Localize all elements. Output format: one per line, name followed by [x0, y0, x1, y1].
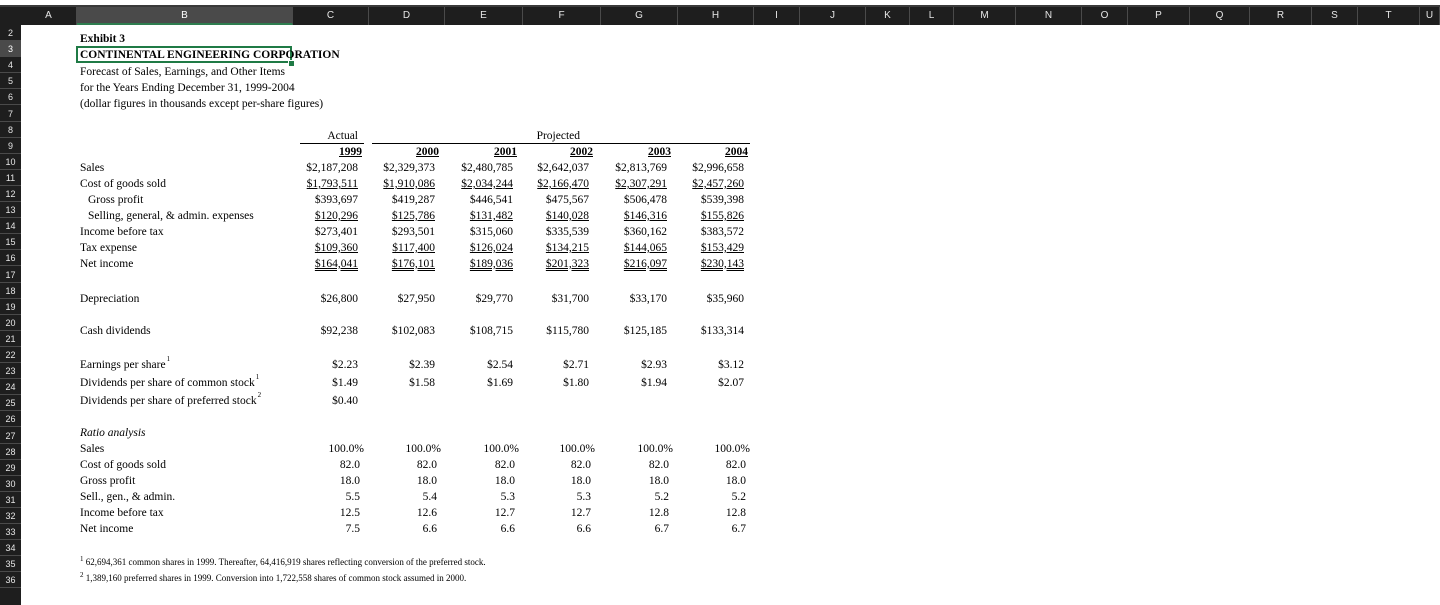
table-cell[interactable]: $2,813,769: [615, 162, 667, 174]
column-header-bar: [0, 7, 1440, 25]
row-header-6[interactable]: 6: [0, 89, 21, 105]
table-cell[interactable]: $273,401: [314, 226, 358, 238]
column-header-G[interactable]: G: [601, 7, 678, 25]
table-cell[interactable]: $315,060: [469, 226, 513, 238]
row-header-29[interactable]: 29: [0, 460, 21, 476]
table-cell[interactable]: 7.5: [345, 523, 360, 535]
table-cell[interactable]: $2.54: [487, 359, 513, 371]
row-header-27[interactable]: 27: [0, 428, 21, 444]
table-cell[interactable]: $2.23: [332, 359, 358, 371]
ratio-label[interactable]: Sell., gen., & admin.: [80, 491, 176, 503]
table-cell[interactable]: $3.12: [718, 359, 744, 371]
row-header-24[interactable]: 24: [0, 379, 21, 395]
table-cell[interactable]: 12.6: [416, 507, 437, 519]
pershare-label[interactable]: Earnings per share: [80, 359, 166, 371]
table-cell[interactable]: 82.0: [416, 459, 437, 471]
table-cell[interactable]: 5.2: [654, 491, 669, 503]
column-header-S[interactable]: S: [1312, 7, 1358, 25]
column-header-C[interactable]: C: [293, 7, 369, 25]
row-header-16[interactable]: 16: [0, 250, 21, 266]
column-header-N[interactable]: N: [1016, 7, 1082, 25]
row-header-8[interactable]: 8: [0, 122, 21, 138]
column-header-R[interactable]: R: [1250, 7, 1312, 25]
table-cell[interactable]: $2,642,037: [537, 162, 589, 174]
table-cell[interactable]: 5.3: [500, 491, 515, 503]
row-header-11[interactable]: 11: [0, 170, 21, 186]
table-cell[interactable]: 100.0%: [483, 443, 519, 455]
table-cell[interactable]: 18.0: [339, 475, 360, 487]
column-header-D[interactable]: D: [369, 7, 445, 25]
table-cell[interactable]: $120,296: [314, 210, 358, 222]
table-cell[interactable]: $189,036: [469, 258, 513, 270]
table-cell[interactable]: $33,170: [629, 293, 667, 305]
year-header-1999[interactable]: 1999: [339, 146, 362, 158]
table-cell[interactable]: 18.0: [725, 475, 746, 487]
table-cell[interactable]: 82.0: [725, 459, 746, 471]
row-header-3[interactable]: 3: [0, 41, 21, 57]
table-cell[interactable]: $2.39: [409, 359, 435, 371]
pershare-label[interactable]: Dividends per share of preferred stock: [80, 395, 257, 407]
column-header-Q[interactable]: Q: [1190, 7, 1250, 25]
table-cell[interactable]: $126,024: [469, 242, 513, 254]
row-label[interactable]: Tax expense: [80, 242, 137, 254]
table-cell[interactable]: $29,770: [475, 293, 513, 305]
table-cell[interactable]: $27,950: [397, 293, 435, 305]
row-header-35[interactable]: 35: [0, 556, 21, 572]
row-header-20[interactable]: 20: [0, 315, 21, 331]
table-cell[interactable]: 6.7: [731, 523, 746, 535]
row-header-bar: [0, 25, 21, 605]
footnote-mark: 2: [80, 571, 84, 579]
ratio-label[interactable]: Net income: [80, 523, 134, 535]
table-cell[interactable]: $1.49: [332, 377, 358, 389]
table-cell[interactable]: $92,238: [320, 325, 358, 337]
table-cell[interactable]: 82.0: [648, 459, 669, 471]
column-header-J[interactable]: J: [800, 7, 866, 25]
pershare-label[interactable]: Dividends per share of common stock: [80, 377, 255, 389]
table-cell[interactable]: 18.0: [416, 475, 437, 487]
table-cell[interactable]: 100.0%: [405, 443, 441, 455]
table-cell[interactable]: 6.6: [500, 523, 515, 535]
ratio-label[interactable]: Cost of goods sold: [80, 459, 166, 471]
row-header-26[interactable]: 26: [0, 411, 21, 427]
table-cell[interactable]: $134,215: [545, 242, 589, 254]
table-cell[interactable]: 5.2: [731, 491, 746, 503]
year-header-2002[interactable]: 2002: [570, 146, 593, 158]
year-header-2003[interactable]: 2003: [648, 146, 671, 158]
row-header-5[interactable]: 5: [0, 73, 21, 89]
table-cell[interactable]: 5.5: [345, 491, 360, 503]
footnote-text: 1,389,160 preferred shares in 1999. Conversion into 1,722,558 shares of common stock assumed in 2000.: [83, 573, 467, 583]
table-cell[interactable]: $133,314: [700, 325, 744, 337]
dividends-label[interactable]: Cash dividends: [80, 325, 151, 337]
table-cell[interactable]: $153,429: [700, 242, 744, 254]
footnote-1[interactable]: [80, 555, 486, 567]
table-cell[interactable]: 12.8: [648, 507, 669, 519]
table-cell[interactable]: $2,329,373: [383, 162, 435, 174]
table-cell[interactable]: $2,166,470: [537, 178, 589, 190]
table-cell[interactable]: $125,786: [391, 210, 435, 222]
actual-group-header[interactable]: Actual: [327, 130, 358, 142]
row-header-21[interactable]: 21: [0, 331, 21, 347]
table-cell[interactable]: $475,567: [545, 194, 589, 206]
table-cell[interactable]: 5.4: [422, 491, 437, 503]
ratio-label[interactable]: Gross profit: [80, 475, 136, 487]
table-cell[interactable]: $0.40: [332, 395, 358, 407]
table-cell[interactable]: $335,539: [545, 226, 589, 238]
table-cell[interactable]: $1,793,511: [306, 178, 358, 190]
window-top-bar: [0, 0, 1440, 7]
row-header-18[interactable]: 18: [0, 283, 21, 299]
year-header-2004[interactable]: 2004: [725, 146, 748, 158]
year-header-2000[interactable]: 2000: [416, 146, 439, 158]
table-cell[interactable]: $146,316: [623, 210, 667, 222]
row-header-13[interactable]: 13: [0, 202, 21, 218]
table-cell[interactable]: 12.7: [570, 507, 591, 519]
table-cell[interactable]: $383,572: [700, 226, 744, 238]
table-cell[interactable]: 82.0: [494, 459, 515, 471]
row-label[interactable]: Cost of goods sold: [80, 178, 166, 190]
table-cell[interactable]: $2,034,244: [461, 178, 513, 190]
table-cell[interactable]: $419,287: [391, 194, 435, 206]
column-header-B[interactable]: B: [77, 7, 293, 25]
table-cell[interactable]: $360,162: [623, 226, 667, 238]
subtitle-line-2[interactable]: for the Years Ending December 31, 1999-2004: [80, 82, 295, 94]
row-header-19[interactable]: 19: [0, 299, 21, 315]
row-header-4[interactable]: 4: [0, 57, 21, 73]
table-cell[interactable]: $109,360: [314, 242, 358, 254]
footnote-2[interactable]: [80, 571, 466, 583]
table-cell[interactable]: $35,960: [706, 293, 744, 305]
table-cell[interactable]: $115,780: [546, 325, 589, 337]
table-cell[interactable]: 6.6: [576, 523, 591, 535]
column-header-M[interactable]: M: [954, 7, 1016, 25]
table-cell[interactable]: 82.0: [570, 459, 591, 471]
year-header-2001[interactable]: 2001: [494, 146, 517, 158]
footnote-mark: 2: [257, 391, 262, 399]
column-header-F[interactable]: F: [523, 7, 601, 25]
column-header-O[interactable]: O: [1082, 7, 1128, 25]
row-label[interactable]: Income before tax: [80, 226, 164, 238]
table-cell[interactable]: $2,307,291: [615, 178, 667, 190]
row-label[interactable]: Selling, general, & admin. expenses: [88, 210, 254, 222]
subtitle-line-1[interactable]: Forecast of Sales, Earnings, and Other Items: [80, 66, 286, 78]
table-cell[interactable]: $293,501: [391, 226, 435, 238]
row-header-14[interactable]: 14: [0, 218, 21, 234]
column-header-I[interactable]: I: [754, 7, 800, 25]
table-cell[interactable]: $539,398: [700, 194, 744, 206]
table-cell[interactable]: $446,541: [469, 194, 513, 206]
table-cell[interactable]: $144,065: [623, 242, 667, 254]
column-header-E[interactable]: E: [445, 7, 523, 25]
row-header-7[interactable]: 7: [0, 106, 21, 122]
table-cell[interactable]: 12.5: [339, 507, 360, 519]
row-header-15[interactable]: 15: [0, 234, 21, 250]
row-header-22[interactable]: 22: [0, 347, 21, 363]
footnote-mark: 1: [255, 373, 260, 381]
table-cell[interactable]: $102,083: [391, 325, 435, 337]
row-header-33[interactable]: 33: [0, 524, 21, 540]
table-cell[interactable]: $164,041: [314, 258, 358, 270]
table-cell[interactable]: $2,480,785: [461, 162, 513, 174]
row-header-31[interactable]: 31: [0, 492, 21, 508]
table-cell[interactable]: $2.93: [641, 359, 667, 371]
row-label[interactable]: Net income: [80, 258, 134, 270]
table-cell[interactable]: $2.71: [563, 359, 589, 371]
subtitle-line-3[interactable]: (dollar figures in thousands except per-share figures): [80, 98, 324, 110]
column-header-H[interactable]: H: [678, 7, 754, 25]
row-label[interactable]: Gross profit: [88, 194, 144, 206]
table-cell[interactable]: $176,101: [391, 258, 435, 270]
depreciation-label[interactable]: Depreciation: [80, 293, 140, 305]
table-cell[interactable]: $201,323: [545, 258, 589, 270]
table-cell[interactable]: 100.0%: [637, 443, 673, 455]
row-header-36[interactable]: 36: [0, 572, 21, 588]
table-cell[interactable]: $131,482: [469, 210, 513, 222]
table-cell[interactable]: $230,143: [700, 258, 744, 270]
row-header-30[interactable]: 30: [0, 476, 21, 492]
ratio-title[interactable]: Ratio analysis: [80, 427, 146, 439]
table-cell[interactable]: $125,185: [623, 325, 667, 337]
table-cell[interactable]: $216,097: [623, 258, 667, 270]
table-cell[interactable]: 5.3: [576, 491, 591, 503]
table-cell[interactable]: 100.0%: [714, 443, 750, 455]
company-title[interactable]: CONTINENTAL ENGINEERING CORPORATION: [80, 49, 340, 61]
table-cell[interactable]: $2,457,260: [692, 178, 744, 190]
row-header-28[interactable]: 28: [0, 444, 21, 460]
table-cell[interactable]: $155,826: [700, 210, 744, 222]
table-cell[interactable]: $108,715: [469, 325, 513, 337]
ratio-label[interactable]: Income before tax: [80, 507, 164, 519]
row-label[interactable]: Sales: [80, 162, 105, 174]
row-header-9[interactable]: 9: [0, 138, 21, 154]
table-cell[interactable]: $1.80: [563, 377, 589, 389]
table-cell[interactable]: $393,697: [314, 194, 358, 206]
table-cell[interactable]: 18.0: [648, 475, 669, 487]
column-header-P[interactable]: P: [1128, 7, 1190, 25]
footnote-mark: 1: [166, 355, 171, 363]
table-cell[interactable]: 18.0: [494, 475, 515, 487]
table-cell[interactable]: $1.94: [641, 377, 667, 389]
column-header-U[interactable]: U: [1420, 7, 1440, 25]
row-header-12[interactable]: 12: [0, 186, 21, 202]
table-cell[interactable]: $117,400: [392, 242, 435, 254]
row-header-32[interactable]: 32: [0, 508, 21, 524]
table-cell[interactable]: 100.0%: [328, 443, 364, 455]
ratio-label[interactable]: Sales: [80, 443, 105, 455]
table-cell[interactable]: $140,028: [545, 210, 589, 222]
row-header-17[interactable]: 17: [0, 267, 21, 283]
table-cell[interactable]: $1.69: [487, 377, 513, 389]
table-cell[interactable]: 18.0: [570, 475, 591, 487]
table-cell[interactable]: $506,478: [623, 194, 667, 206]
table-cell[interactable]: $26,800: [320, 293, 358, 305]
row-header-2[interactable]: 2: [0, 25, 21, 41]
table-cell[interactable]: 82.0: [339, 459, 360, 471]
footnote-mark: 1: [80, 555, 84, 563]
column-header-A[interactable]: A: [21, 7, 77, 25]
footnote-text: 62,694,361 common shares in 1999. Thereafter, 64,416,919 shares reflecting conversion of the preferred stock.: [83, 557, 486, 567]
exhibit-label[interactable]: Exhibit 3: [80, 33, 126, 45]
table-cell[interactable]: 12.7: [494, 507, 515, 519]
column-header-K[interactable]: K: [866, 7, 910, 25]
projected-header-rule: [372, 143, 750, 144]
projected-group-header[interactable]: Projected: [536, 130, 580, 142]
column-header-L[interactable]: L: [910, 7, 954, 25]
row-header-25[interactable]: 25: [0, 395, 21, 411]
table-cell[interactable]: $2,187,208: [306, 162, 358, 174]
row-header-23[interactable]: 23: [0, 363, 21, 379]
table-cell[interactable]: $2.07: [718, 377, 744, 389]
table-cell[interactable]: 6.6: [422, 523, 437, 535]
row-header-10[interactable]: 10: [0, 154, 21, 170]
column-header-T[interactable]: T: [1358, 7, 1420, 25]
table-cell[interactable]: $31,700: [551, 293, 589, 305]
table-cell[interactable]: $1.58: [409, 377, 435, 389]
table-cell[interactable]: $2,996,658: [692, 162, 744, 174]
table-cell[interactable]: $1,910,086: [383, 178, 435, 190]
actual-header-rule: [300, 143, 364, 144]
table-cell[interactable]: 12.8: [725, 507, 746, 519]
table-cell[interactable]: 100.0%: [559, 443, 595, 455]
row-header-34[interactable]: 34: [0, 540, 21, 556]
table-cell[interactable]: 6.7: [654, 523, 669, 535]
